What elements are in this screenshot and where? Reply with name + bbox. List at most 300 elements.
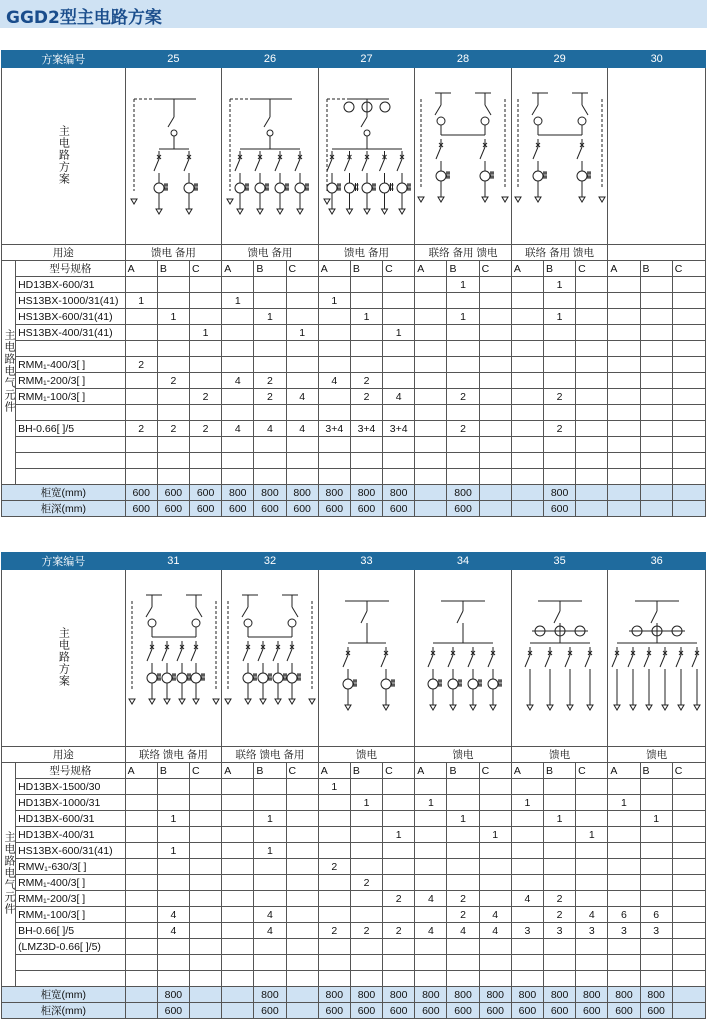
component-quantity (125, 341, 157, 357)
component-quantity (189, 971, 221, 987)
diagram-label (2, 68, 126, 245)
component-quantity: 4 (254, 907, 286, 923)
component-quantity (672, 389, 705, 405)
cabinet-depth-value (511, 501, 543, 517)
component-quantity (608, 421, 640, 437)
component-quantity (286, 293, 318, 309)
component-row (2, 277, 706, 293)
cabinet-depth-value: 600 (511, 1003, 543, 1019)
component-row (2, 859, 706, 875)
component-quantity (254, 357, 286, 373)
component-quantity (318, 827, 350, 843)
sub-column-header: C (286, 261, 318, 277)
component-quantity (222, 827, 254, 843)
component-quantity (511, 293, 543, 309)
component-quantity (672, 923, 705, 939)
component-quantity (672, 907, 705, 923)
component-quantity: 1 (222, 293, 254, 309)
component-quantity (383, 859, 415, 875)
component-quantity (608, 779, 640, 795)
component-quantity (672, 421, 705, 437)
component-quantity (544, 875, 576, 891)
scheme-table-31-36 (1, 552, 706, 1019)
component-quantity (576, 891, 608, 907)
component-quantity (383, 875, 415, 891)
cabinet-width-value: 800 (254, 485, 286, 501)
component-quantity: 4 (415, 891, 447, 907)
component-quantity (608, 437, 640, 453)
cabinet-width-row (2, 485, 706, 501)
component-quantity (608, 875, 640, 891)
component-quantity (157, 437, 189, 453)
cabinet-depth-value (479, 501, 511, 517)
component-quantity (640, 325, 672, 341)
component-quantity (544, 293, 576, 309)
component-quantity (286, 827, 318, 843)
component-quantity (286, 341, 318, 357)
component-quantity (286, 811, 318, 827)
cabinet-depth-value: 600 (447, 501, 479, 517)
component-quantity (544, 843, 576, 859)
component-quantity (157, 341, 189, 357)
component-quantity: 1 (286, 325, 318, 341)
component-quantity (511, 437, 543, 453)
component-group-label-text: 主电路电气元件 (3, 329, 15, 413)
component-quantity (383, 971, 415, 987)
usage-row (2, 245, 706, 261)
component-quantity (254, 405, 286, 421)
scheme-number: 33 (318, 553, 415, 570)
component-quantity: 1 (350, 795, 382, 811)
component-quantity: 1 (544, 277, 576, 293)
circuit-diagram-cell (125, 68, 222, 245)
component-quantity (222, 309, 254, 325)
cabinet-width-value: 600 (189, 485, 221, 501)
component-model (16, 405, 126, 421)
component-quantity (576, 373, 608, 389)
component-row (2, 293, 706, 309)
component-quantity (479, 843, 511, 859)
component-quantity (608, 955, 640, 971)
component-quantity (479, 453, 511, 469)
component-row (2, 795, 706, 811)
sub-column-header: C (189, 763, 221, 779)
component-quantity (640, 437, 672, 453)
component-row (2, 907, 706, 923)
component-quantity (189, 405, 221, 421)
component-quantity (415, 357, 447, 373)
component-quantity: 2 (350, 389, 382, 405)
component-model: BH-0.66[ ]/5 (16, 923, 126, 939)
cabinet-depth-value: 600 (125, 501, 157, 517)
component-quantity (672, 469, 705, 485)
cabinet-width-label: 柜宽(mm) (2, 987, 126, 1003)
component-quantity: 2 (189, 421, 221, 437)
component-quantity (511, 357, 543, 373)
component-quantity (189, 923, 221, 939)
cabinet-width-value: 600 (157, 485, 189, 501)
component-quantity (189, 859, 221, 875)
cabinet-depth-value: 600 (157, 501, 189, 517)
component-quantity: 1 (383, 827, 415, 843)
cabinet-width-value (640, 485, 672, 501)
cabinet-width-value (511, 485, 543, 501)
component-quantity (286, 875, 318, 891)
scheme-number-label: 方案编号 (2, 51, 126, 68)
component-quantity (672, 293, 705, 309)
cabinet-width-value (672, 987, 705, 1003)
component-quantity (415, 373, 447, 389)
scheme-number-label: 方案编号 (2, 553, 126, 570)
component-quantity (640, 859, 672, 875)
component-quantity (157, 453, 189, 469)
component-quantity (286, 939, 318, 955)
component-quantity (608, 891, 640, 907)
component-quantity (672, 795, 705, 811)
cabinet-depth-value (608, 501, 640, 517)
component-quantity (222, 325, 254, 341)
circuit-diagram-cell (608, 570, 706, 747)
component-quantity (189, 309, 221, 325)
component-quantity (672, 827, 705, 843)
component-quantity: 3+4 (383, 421, 415, 437)
component-quantity: 2 (447, 907, 479, 923)
diagram-label-text: 主电路方案 (57, 124, 70, 185)
component-quantity (576, 453, 608, 469)
component-quantity (447, 875, 479, 891)
component-quantity (479, 891, 511, 907)
component-quantity (640, 971, 672, 987)
circuit-diagram-26 (222, 71, 318, 241)
cabinet-depth-value: 600 (189, 501, 221, 517)
component-quantity (447, 843, 479, 859)
sub-column-header: B (157, 763, 189, 779)
circuit-diagram-34 (415, 573, 511, 743)
component-row (2, 891, 706, 907)
sub-column-header: B (350, 261, 382, 277)
component-quantity (672, 405, 705, 421)
diagram-row (2, 570, 706, 747)
component-quantity (544, 437, 576, 453)
component-quantity (511, 389, 543, 405)
component-quantity (383, 469, 415, 485)
component-row (2, 453, 706, 469)
component-quantity (672, 309, 705, 325)
component-quantity (222, 875, 254, 891)
component-model: BH-0.66[ ]/5 (16, 421, 126, 437)
component-quantity (415, 827, 447, 843)
component-quantity (189, 827, 221, 843)
cabinet-depth-value: 600 (286, 501, 318, 517)
component-quantity (286, 923, 318, 939)
usage-value: 联络 馈电 备用 (125, 747, 222, 763)
component-quantity (189, 779, 221, 795)
usage-value: 馈电 备用 (125, 245, 222, 261)
component-quantity (511, 341, 543, 357)
sub-column-header: A (125, 763, 157, 779)
component-quantity (479, 341, 511, 357)
scheme-number-row (2, 51, 706, 68)
component-quantity: 4 (576, 907, 608, 923)
component-quantity: 1 (479, 827, 511, 843)
component-quantity (125, 843, 157, 859)
cabinet-depth-value: 600 (157, 1003, 189, 1019)
cabinet-width-value: 800 (350, 987, 382, 1003)
cabinet-width-value: 800 (318, 485, 350, 501)
component-quantity: 2 (254, 389, 286, 405)
component-quantity (640, 421, 672, 437)
component-quantity (672, 357, 705, 373)
component-quantity: 2 (544, 891, 576, 907)
component-quantity (286, 437, 318, 453)
component-quantity: 3+4 (318, 421, 350, 437)
component-quantity (286, 955, 318, 971)
cabinet-depth-value (672, 1003, 705, 1019)
component-quantity: 4 (415, 923, 447, 939)
component-model (16, 437, 126, 453)
component-quantity (608, 405, 640, 421)
cabinet-depth-value: 600 (254, 1003, 286, 1019)
component-model: HS13BX-400/31(41) (16, 325, 126, 341)
component-quantity (640, 827, 672, 843)
component-quantity (640, 795, 672, 811)
component-quantity (479, 779, 511, 795)
sub-column-header: C (479, 763, 511, 779)
component-quantity (286, 469, 318, 485)
component-quantity: 2 (350, 373, 382, 389)
component-quantity (511, 907, 543, 923)
component-row (2, 955, 706, 971)
component-quantity: 1 (125, 293, 157, 309)
component-quantity (479, 309, 511, 325)
component-quantity: 2 (544, 389, 576, 405)
scheme-number: 25 (125, 51, 222, 68)
component-quantity (383, 795, 415, 811)
component-model: RMM₁-400/3[ ] (16, 357, 126, 373)
component-model: RMM₁-100/3[ ] (16, 907, 126, 923)
component-quantity (318, 357, 350, 373)
component-quantity (672, 277, 705, 293)
scheme-number: 36 (608, 553, 706, 570)
usage-value (608, 245, 706, 261)
component-quantity (318, 971, 350, 987)
component-quantity (383, 437, 415, 453)
component-quantity (157, 827, 189, 843)
component-quantity (576, 939, 608, 955)
component-quantity (576, 971, 608, 987)
sub-column-header: C (383, 261, 415, 277)
sub-column-header: B (640, 261, 672, 277)
component-quantity (125, 891, 157, 907)
component-quantity (544, 955, 576, 971)
component-quantity (640, 453, 672, 469)
cabinet-depth-value: 600 (350, 1003, 382, 1019)
component-quantity (318, 437, 350, 453)
component-quantity (479, 293, 511, 309)
component-quantity (222, 389, 254, 405)
component-quantity (608, 277, 640, 293)
cabinet-depth-value: 600 (544, 1003, 576, 1019)
component-quantity (511, 843, 543, 859)
component-quantity (254, 277, 286, 293)
sub-column-header: A (222, 261, 254, 277)
component-quantity (479, 469, 511, 485)
usage-value: 馈电 (608, 747, 706, 763)
component-quantity (318, 405, 350, 421)
component-quantity: 1 (157, 811, 189, 827)
component-quantity (350, 277, 382, 293)
component-model: HS13BX-600/31(41) (16, 309, 126, 325)
component-quantity: 4 (222, 373, 254, 389)
component-quantity (672, 875, 705, 891)
component-row (2, 469, 706, 485)
component-quantity (415, 325, 447, 341)
component-quantity (608, 453, 640, 469)
component-quantity (511, 277, 543, 293)
component-quantity (672, 453, 705, 469)
scheme-number: 34 (415, 553, 512, 570)
circuit-diagram-cell (222, 570, 319, 747)
component-quantity (125, 827, 157, 843)
component-quantity: 2 (157, 421, 189, 437)
sub-column-header: C (479, 261, 511, 277)
scheme-number: 31 (125, 553, 222, 570)
component-quantity: 4 (157, 907, 189, 923)
component-row (2, 325, 706, 341)
component-quantity (576, 341, 608, 357)
component-quantity (415, 277, 447, 293)
component-quantity (511, 779, 543, 795)
cabinet-width-value: 800 (286, 485, 318, 501)
component-quantity (286, 357, 318, 373)
component-quantity (222, 795, 254, 811)
sub-column-header: A (125, 261, 157, 277)
component-quantity (415, 309, 447, 325)
component-quantity (511, 939, 543, 955)
component-quantity (286, 971, 318, 987)
spec-label: 型号规格 (16, 261, 126, 277)
component-quantity: 1 (383, 325, 415, 341)
circuit-diagram-cell (125, 570, 222, 747)
component-quantity (222, 891, 254, 907)
component-quantity (511, 859, 543, 875)
component-quantity (383, 357, 415, 373)
component-quantity (640, 357, 672, 373)
component-quantity (157, 325, 189, 341)
spec-label: 型号规格 (16, 763, 126, 779)
component-quantity (608, 939, 640, 955)
component-quantity (318, 891, 350, 907)
component-quantity (286, 309, 318, 325)
component-quantity (125, 859, 157, 875)
diagram-label-text: 主电路方案 (57, 626, 70, 687)
cabinet-depth-value: 600 (350, 501, 382, 517)
cabinet-width-value: 800 (640, 987, 672, 1003)
component-quantity (608, 357, 640, 373)
cabinet-width-value: 800 (157, 987, 189, 1003)
component-quantity (254, 859, 286, 875)
component-quantity (286, 843, 318, 859)
cabinet-width-value: 800 (447, 485, 479, 501)
component-quantity (286, 891, 318, 907)
component-quantity (544, 469, 576, 485)
component-row (2, 827, 706, 843)
component-quantity (350, 453, 382, 469)
component-quantity (415, 453, 447, 469)
cabinet-depth-row (2, 501, 706, 517)
usage-row (2, 747, 706, 763)
component-quantity (576, 309, 608, 325)
component-quantity (511, 325, 543, 341)
component-quantity (544, 939, 576, 955)
component-quantity (383, 373, 415, 389)
component-quantity (415, 469, 447, 485)
component-quantity: 2 (125, 357, 157, 373)
circuit-diagram-cell (415, 570, 512, 747)
usage-value: 联络 馈电 备用 (222, 747, 319, 763)
component-quantity: 1 (544, 309, 576, 325)
sub-column-header: B (447, 261, 479, 277)
component-quantity: 4 (254, 421, 286, 437)
cabinet-depth-value: 600 (608, 1003, 640, 1019)
cabinet-width-row (2, 987, 706, 1003)
cabinet-width-value: 800 (254, 987, 286, 1003)
component-quantity (286, 277, 318, 293)
component-quantity (383, 453, 415, 469)
scheme-number: 27 (318, 51, 415, 68)
component-quantity: 4 (383, 389, 415, 405)
component-quantity (125, 309, 157, 325)
component-quantity (608, 389, 640, 405)
component-quantity (189, 939, 221, 955)
cabinet-depth-value (125, 1003, 157, 1019)
cabinet-width-value: 800 (447, 987, 479, 1003)
cabinet-width-label: 柜宽(mm) (2, 485, 126, 501)
sub-column-header: C (189, 261, 221, 277)
component-quantity: 2 (544, 907, 576, 923)
scheme-number: 26 (222, 51, 319, 68)
component-row (2, 971, 706, 987)
cabinet-depth-value: 600 (576, 1003, 608, 1019)
cabinet-width-value: 800 (479, 987, 511, 1003)
component-row (2, 421, 706, 437)
component-quantity (157, 955, 189, 971)
component-quantity (544, 325, 576, 341)
cabinet-depth-value: 600 (479, 1003, 511, 1019)
component-quantity (157, 971, 189, 987)
component-quantity (608, 469, 640, 485)
component-quantity: 3 (608, 923, 640, 939)
component-quantity (672, 939, 705, 955)
sub-column-header: B (544, 763, 576, 779)
component-quantity (286, 453, 318, 469)
cabinet-depth-value (189, 1003, 221, 1019)
component-quantity (640, 405, 672, 421)
component-quantity (576, 795, 608, 811)
sub-column-header: A (318, 763, 350, 779)
component-quantity (125, 437, 157, 453)
component-quantity: 1 (608, 795, 640, 811)
circuit-diagram-28 (415, 71, 511, 241)
component-quantity (544, 779, 576, 795)
component-quantity (640, 875, 672, 891)
component-quantity: 2 (254, 373, 286, 389)
component-quantity (189, 955, 221, 971)
component-quantity (447, 357, 479, 373)
component-quantity (415, 389, 447, 405)
component-quantity (576, 389, 608, 405)
component-quantity (479, 939, 511, 955)
